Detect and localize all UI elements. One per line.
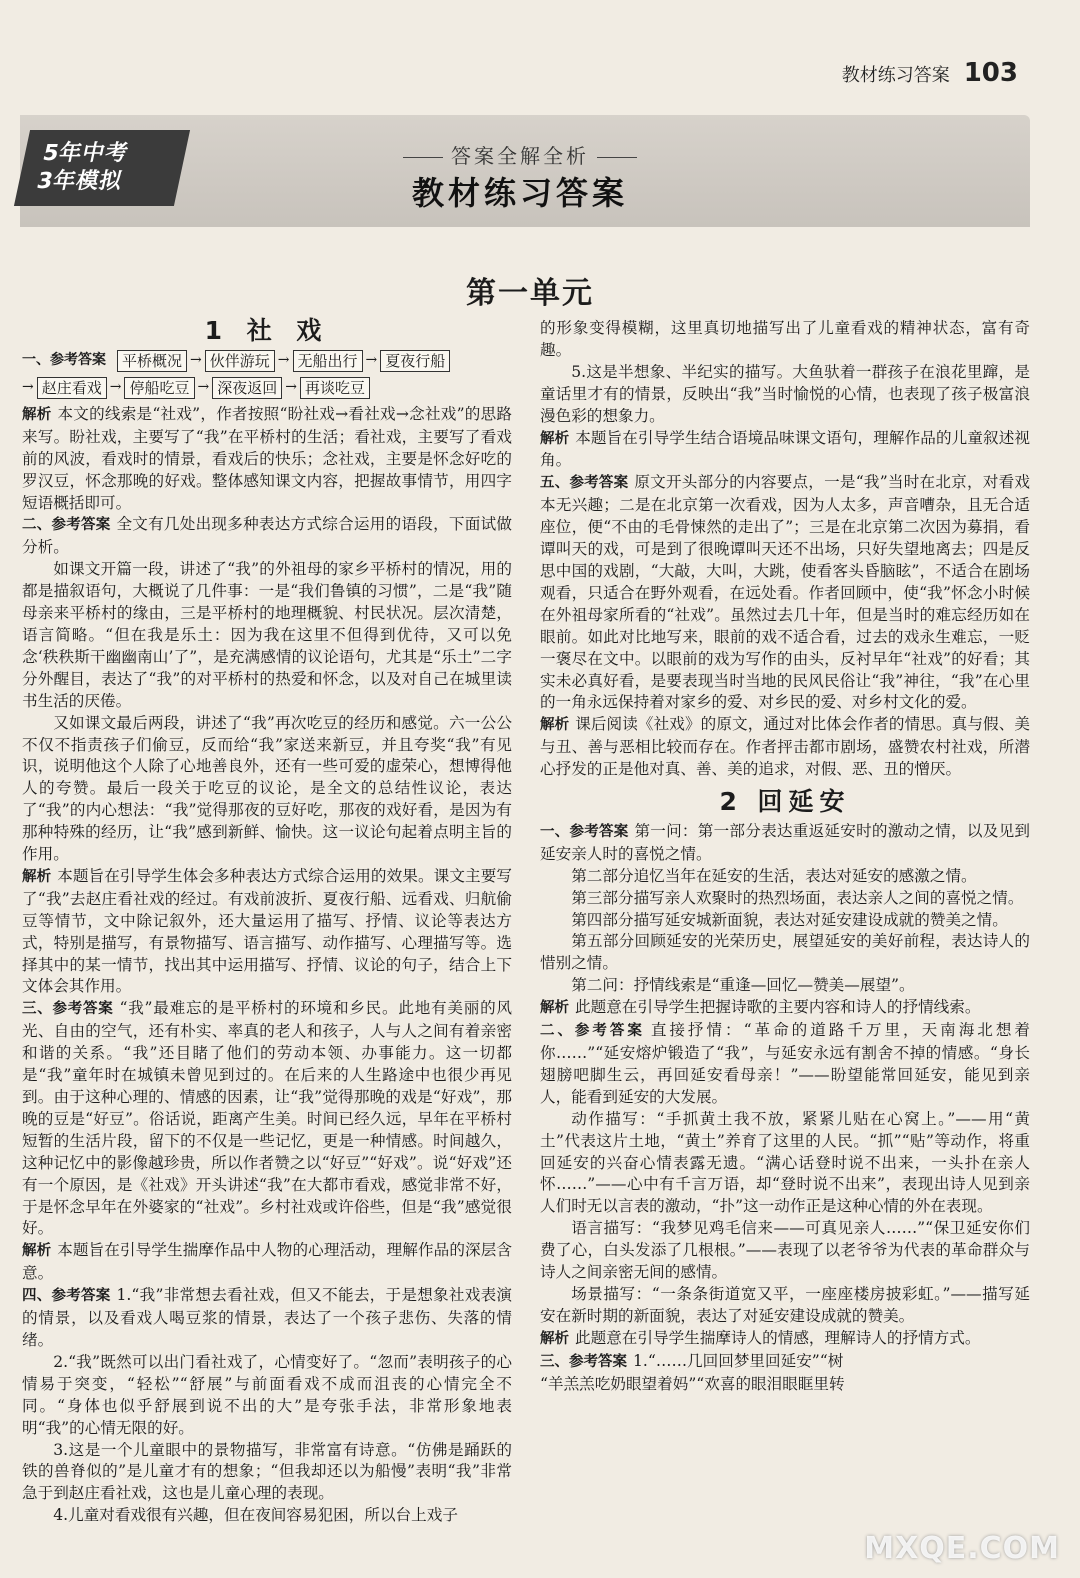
analysis-text: 本题旨在引导学生揣摩作品中人物的心理活动，理解作品的深层含意。 (22, 1241, 512, 1283)
l2-q1-paragraph: 第五部分回顾延安的光荣历史，展望延安的美好前程，表达诗人的惜别之情。 (540, 932, 1030, 973)
l2-q2-paragraph: 场景描写：“一条条街道宽又平，一座座楼房披彩虹。”——描写延安在新时期的新面貌，表达了对延安建设成就的赞美。 (540, 1284, 1030, 1325)
q5-analysis (540, 714, 1030, 781)
arrow-icon: → (197, 378, 210, 395)
analysis-tag: 解析 (22, 1243, 52, 1260)
l2-q1-label: 一、参考答案 (540, 823, 629, 840)
q4-answer-4-continued: 的形象变得模糊，这里真切地描写出了儿童看戏的精神状态，富有奇趣。 (540, 319, 1030, 359)
q4-analysis (540, 428, 1030, 473)
l2-q1-analysis (540, 997, 1030, 1020)
answer-text: 原文开头部分的内容要点，一是“我”当时在北京，对看戏本无兴趣；二是在北京第一次看戏，因为人太多，声音嘈杂，且无合适座位，便“不由的毛骨悚然的走出了”；三是在北京第二次因为募捐，看谭叫天的戏，可是到了很晚谭叫天还不出场，只好失望地离去；四是反思中国的戏剧，“大敲，大叫，大跳，使看客头昏脑眩”，不适合在剧场观看，只适合在野外观看，在远处看。作者回顾中，使“我”怀念小时候在外祖母家所看的“社戏”。虽然过去几十年，但是当时的难忘经历如在眼前。如此对比地写来，眼前的戏不适合看，过去的戏永生难忘，一贬一褒尽在文中。以眼前的戏为写作的由头，反衬早年“社戏”的好看；其实未必真好看，是要表现当时当地的民风民俗让“我”神往，“我”在心里的一角永远保持着对家乡的爱、对乡民的爱、对乡村文化的爱。 (540, 473, 1031, 712)
analysis-tag: 解析 (540, 1330, 569, 1347)
q5-answer (540, 472, 1030, 714)
unit-title: 第一单元 (466, 276, 594, 311)
arrow-icon: → (190, 351, 202, 368)
arrow-icon: → (22, 378, 34, 395)
arrow-icon: → (365, 351, 378, 368)
q1-analysis (22, 404, 512, 515)
l2-q3-line-2: “羊羔羔吃奶眼望着妈”“欢喜的眼泪眼眶里转 (540, 1374, 845, 1393)
analysis-text: 此题意在引导学生把握诗歌的主要内容和诗人的抒情线索。 (575, 998, 981, 1017)
answer-text: 1.“……几回回梦里回延安”“树 (633, 1351, 844, 1370)
l2-q2-answer (540, 1020, 1030, 1109)
flow-box: 赵庄看戏 (37, 377, 107, 399)
banner-subtitle: 答案全解全析 (360, 140, 680, 169)
q5-label: 五、参考答案 (540, 475, 629, 492)
flow-box: 平桥概况 (117, 350, 187, 372)
q4-answer-5: 5.这是半想象、半纪实的描写。大鱼驮着一群孩子在浪花里蹿，是童话里才有的情景，反映出“我”当时愉悦的心情，也表现了孩子极富浪漫色彩的想象力。 (540, 362, 1030, 425)
q4-label: 四、参考答案 (22, 1288, 111, 1305)
analysis-tag: 解析 (22, 868, 52, 885)
analysis-text: 课后阅读《社戏》的原文，通过对比体会作者的情思。真与假、美与丑、善与恶相比较而存在。作者抨击都市剧场，盛赞农村社戏，所潜心抒发的正是他对真、善、美的追求，对假、恶、丑的憎厌。 (540, 715, 1030, 779)
answer-text: 直接抒情：“革命的道路千万里，天南海北想着你……”“延安熔炉锻造了“我”，与延安永远有割舍不掉的情感。“身长翅膀吧脚生云，再回延安看母亲！”——盼望能常回延安，能见到亲人，能看到延安的大发展。 (540, 1021, 1030, 1106)
answer-text: 第一问：第一部分表达重返延安时的激动之情，以及见到延安亲人时的喜悦之情。 (540, 821, 1030, 863)
q3-label: 三、参考答案 (22, 1001, 114, 1018)
l2-q2-paragraph: 动作描写：“手抓黄土我不放，紧紧儿贴在心窝上。”——用“黄土”代表这片土地，“黄土”养育了这里的人民。“抓”“贴”等动作，将重回延安的兴奋心情表露无遗。“满心话登时说不出来，一头扑在亲人怀……”——心中有千言万语，却“登时说不出来”，表现出诗人见到亲人们时无以言表的激动，“扑”这一动作正是这种心情的外在表现。 (540, 1109, 1030, 1216)
left-column (22, 318, 512, 1527)
analysis-text: 本文的线索是“社戏”，作者按照“盼社戏→看社戏→念社戏”的思路来写。盼社戏，主要写了“我”在平桥村的生活；看社戏，主要写了看戏前的风波，看戏时的情景，看戏后的快乐；念社戏，主要是怀念好吃的罗汉豆，怀念那晚的好戏。整体感知课文内容，把握故事情节，用四字短语概括即可。 (22, 404, 512, 512)
answer-text: 全文有几处出现多种表达方式综合运用的语段，下面试做分析。 (22, 515, 512, 557)
q4-answer-3: 3.这是一个儿童眼中的景物描写，非常富有诗意。“仿佛是踊跃的铁的兽脊似的”是儿童才有的想象；“但我却还以为船慢”表明“我”非常急于到赵庄看社戏，这也是儿童心理的表现。 (22, 1440, 512, 1503)
analysis-tag: 解析 (540, 430, 570, 447)
analysis-text: 本题旨在引导学生体会多种表达方式综合运用的效果。课文主要写了“我”去赵庄看社戏的经过。有戏前波折、夏夜行船、远看戏、归航偷豆等情节，文中除记叙外，还大量运用了描写、抒情、议论等表达方式，特别是描写，有景物描写、语言描写、动作描写、心理描写等。选择其中的某一情节，找出其中运用描写、抒情、议论的句子，结合上下文体会其作用。 (22, 866, 512, 996)
q1-label: 一、参考答案 (22, 351, 106, 368)
q2-answer (22, 514, 512, 559)
q4-answer-4: 4.儿童对看戏很有兴趣，但在夜间容易犯困，所以台上戏子 (53, 1506, 458, 1525)
arrow-icon: → (285, 378, 297, 395)
flow-box: 再谈吃豆 (300, 377, 370, 399)
plot-flow-row-1 (22, 350, 512, 372)
analysis-text: 本题旨在引导学生结合语境品味课文语句，理解作品的儿童叙述视角。 (540, 428, 1030, 470)
flow-box: 停船吃豆 (124, 377, 194, 399)
l2-q1-paragraph: 第二部分追忆当年在延安的生活，表达对延安的感激之情。 (571, 866, 977, 885)
flow-box: 夏夜行船 (380, 350, 450, 372)
answer-text: “我”最难忘的是平桥村的环境和乡民。此地有美丽的风光、自由的空气，还有朴实、率真的老人和孩子，人与人之间有着亲密和谐的关系。“我”还目睹了他们的劳动本领、办事能力。这一切都是“我”童年时在城镇未曾见到过的。在后来的人生路途中也很少再见到。由于这种心理的、情感的因素，让“我”觉得那晚的戏是“好戏”，那晚的豆是“好豆”。俗话说，距离产生美。时间已经久远，早年在平桥村短暂的生活片段，留下的不仅是一些记忆，更是一种情感。时间越久，这种记忆中的影像越珍贵，所以作者赞之以“好豆”“好戏”。说“好戏”还有一个原因，是《社戏》开头讲述“我”在大都市看戏，感觉非常不好，于是怀念早年在外婆家的“社戏”。乡村社戏或许俗些，但是“我”感觉很好。 (22, 999, 512, 1238)
l2-q2-label: 二、参考答案 (540, 1023, 645, 1040)
l2-q1-paragraph: 第三部分描写亲人欢聚时的热烈场面，表达亲人之间的喜悦之情。 (571, 888, 1024, 907)
site-watermark: MXQE.COM (864, 1531, 1060, 1566)
q2-label: 二、参考答案 (22, 517, 111, 534)
l2-q2-paragraph: 语言描写：“我梦见鸡毛信来——可真见亲人……”“保卫延安你们费了心，白头发添了几根根。”——表现了以老爷爷为代表的革命群众与诗人之间亲密无间的感情。 (540, 1219, 1030, 1282)
l2-q3-answer (540, 1351, 1030, 1374)
q2-paragraph-1: 如课文开篇一段，讲述了“我”的外祖母的家乡平桥村的情况，用的都是描叙语句，大概说了几件事：一是“我们鲁镇的习惯”，二是“我”随母亲来平桥村的缘由，三是平桥村的地理概貌、村民状况。层次清楚，语言简略。“但在我是乐土：因为我在这里不但得到优待，又可以免念‘秩秩斯干幽幽南山’了”，是充满感情的议论语句，尤其是“乐土”二字分外醒目，表达了“我”的对平桥村的热爱和怀念，以及对自己在城里读书生活的厌倦。 (22, 560, 512, 710)
flow-box: 无船出行 (293, 350, 363, 372)
flow-box: 伙伴游玩 (205, 350, 275, 372)
q2-analysis (22, 866, 512, 998)
l2-q1-paragraph: 第四部分描写延安城新面貌，表达对延安建设成就的赞美之情。 (571, 910, 1008, 929)
l2-q3-label: 三、参考答案 (540, 1353, 627, 1370)
right-column (540, 318, 1030, 1396)
q3-answer (22, 998, 512, 1240)
lesson-1-title: 1 社 戏 (204, 316, 330, 345)
plot-flow-row-2 (22, 377, 512, 399)
logo-line-2: 3年模拟 (34, 169, 126, 194)
logo-line-1: 5年中考 (40, 141, 132, 166)
q3-analysis (22, 1240, 512, 1285)
page-number: 103 (963, 58, 1018, 88)
q2-paragraph-2: 又如课文最后两段，讲述了“我”再次吃豆的经历和感觉。六一公公不仅不指责孩子们偷豆，反而给“我”家送来新豆，并且夸奖“我”有见识，说明他这个人除了心地善良外，还有一些可爱的虚荣心，想博得他人的夸赞。最后一段关于吃豆的议论，是全文的总结性议论，表达了“我”的内心想法：“我”觉得那夜的豆好吃，那夜的戏好看，是因为有那种特殊的经历，让“我”感到新鲜、愉快。这一议论句起着点明主旨的作用。 (22, 713, 512, 864)
analysis-text: 此题意在引导学生揣摩诗人的情感，理解诗人的抒情方式。 (575, 1328, 981, 1347)
arrow-icon: → (109, 378, 122, 395)
flow-box: 深夜返回 (212, 377, 282, 399)
analysis-tag: 解析 (540, 717, 570, 734)
banner-title: 教材练习答案 (411, 174, 628, 212)
q4-answer-2: 2.“我”既然可以出门看社戏了，心情变好了。“忽而”表明孩子的心情易于突变，“轻松”“舒展”与前面看戏不成而沮丧的心情完全不同。“身体也似乎舒展到说不出的大”是夸张手法，非常形象地表明“我”的心情无限的好。 (22, 1352, 512, 1437)
answer-text: 1.“我”非常想去看社戏，但又不能去，于是想象社戏表演的情景，以及看戏人喝豆浆的情景，表达了一个孩子悲伤、失落的情绪。 (22, 1286, 513, 1349)
book-logo (14, 130, 190, 206)
arrow-icon: → (277, 351, 290, 368)
analysis-tag: 解析 (540, 1000, 569, 1017)
l2-q1-paragraph: 第二问：抒情线索是“重逢—回忆—赞美—展望”。 (571, 976, 915, 995)
running-header (842, 58, 1018, 88)
l2-q1-answer (540, 821, 1030, 866)
analysis-tag: 解析 (22, 406, 52, 423)
lesson-2-title: 2 回延安 (719, 787, 851, 817)
q4-answer-1 (22, 1285, 512, 1352)
l2-q2-analysis (540, 1328, 1030, 1351)
running-title: 教材练习答案 (841, 65, 950, 86)
